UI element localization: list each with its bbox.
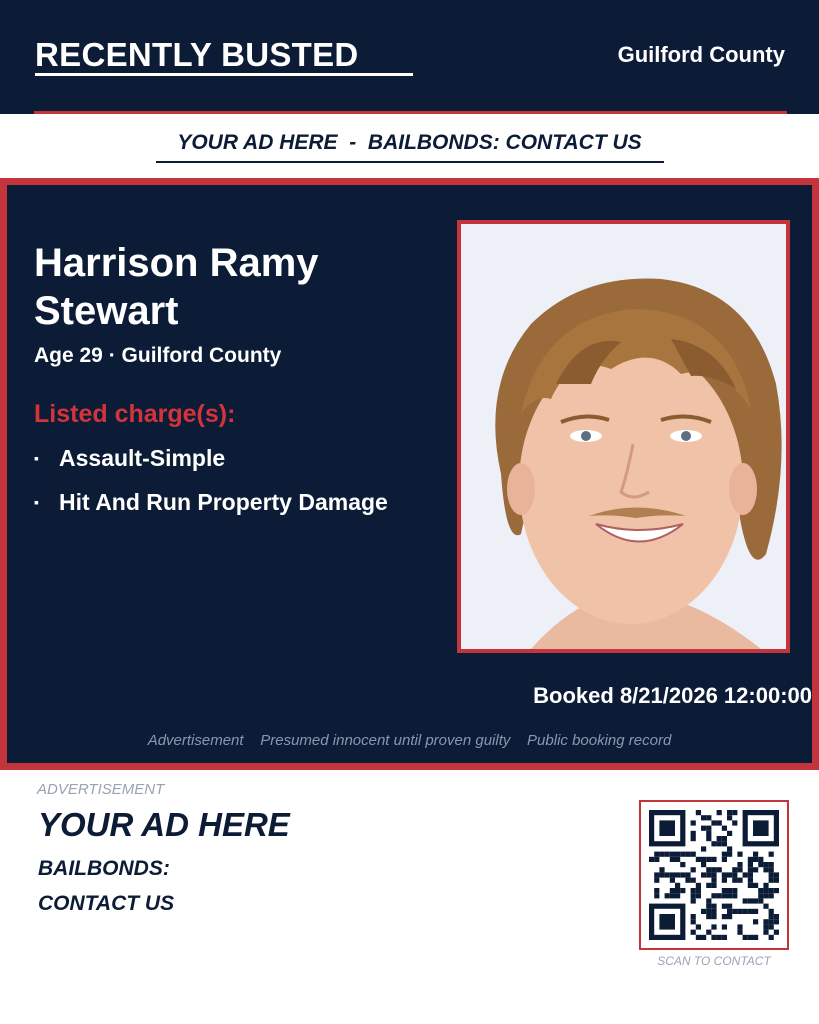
mugshot-illustration xyxy=(461,224,786,649)
bottom-ad-label: ADVERTISEMENT xyxy=(37,781,165,798)
charge-item: ▪ Hit And Run Property Damage xyxy=(34,485,434,520)
person-age-county: Age 29 · Guilford County xyxy=(34,344,282,367)
mugshot-frame xyxy=(457,220,790,653)
bottom-ad-line-1[interactable]: BAILBONDS: xyxy=(38,857,170,880)
bottom-ad-line-2[interactable]: CONTACT US xyxy=(38,892,175,915)
header-bar xyxy=(0,0,819,114)
mugshot-photo xyxy=(461,224,786,649)
person-name: Harrison Ramy Stewart xyxy=(34,241,319,333)
top-ad-text[interactable]: YOUR AD HERE - BAILBONDS: CONTACT US xyxy=(177,131,642,154)
header-county: Guilford County xyxy=(617,42,785,67)
charges-list xyxy=(34,441,434,529)
qr-code-icon xyxy=(641,802,787,948)
charge-item: ▪ Assault-Simple xyxy=(34,441,434,476)
top-ad-underline xyxy=(156,161,664,163)
charges-title: Listed charge(s): xyxy=(34,400,236,428)
booking-card-body xyxy=(7,185,812,763)
booking-card xyxy=(0,178,819,770)
qr-code[interactable] xyxy=(639,800,789,950)
brand-title: RECENTLY BUSTED xyxy=(35,36,359,73)
booking-date: Booked 8/21/2026 12:00:00 xyxy=(533,683,812,708)
brand-underline xyxy=(35,73,413,76)
bottom-ad-title[interactable]: YOUR AD HERE xyxy=(38,806,290,843)
disclaimer-text: Advertisement Presumed innocent until proven guilty Public booking record xyxy=(147,732,672,749)
qr-label: SCAN TO CONTACT xyxy=(657,954,771,968)
